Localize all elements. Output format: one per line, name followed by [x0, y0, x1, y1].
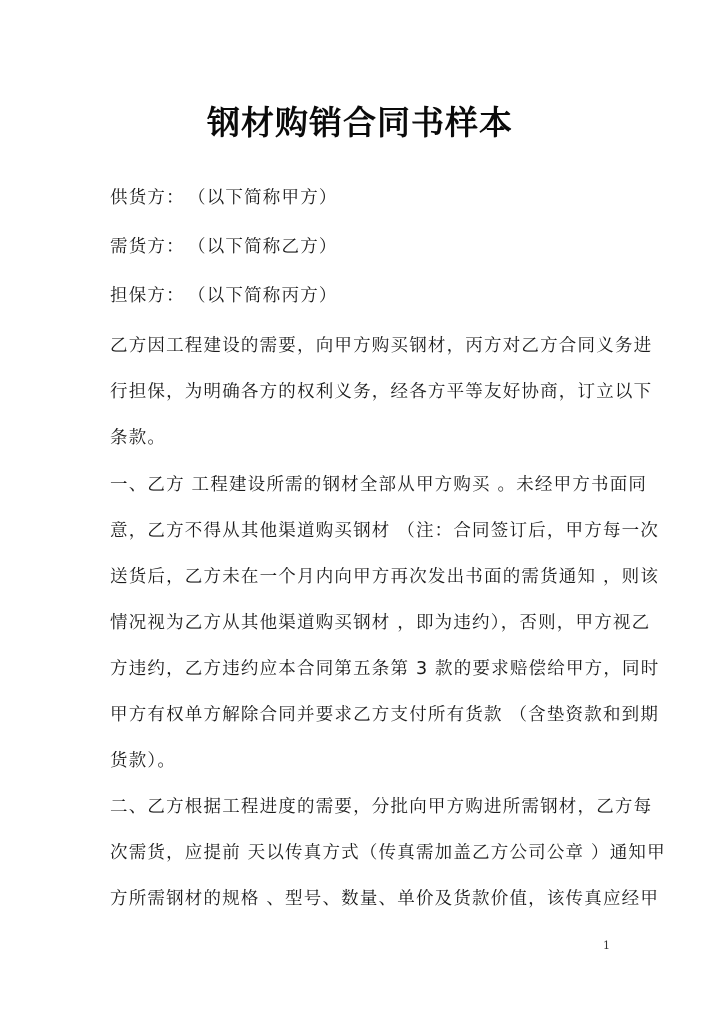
party-supplier: [110, 186, 338, 210]
party-value: （以下简称甲方）: [188, 188, 338, 208]
page-number: 1: [603, 939, 610, 952]
body-line: 方所需钢材的规格 、型号、数量、单价及货款价值，该传真应经甲: [110, 889, 660, 909]
document-title: 钢材购销合同书样本: [207, 103, 513, 142]
body-line: 情况视为乙方从其他渠道购买钢材 ，即为违约），否则，甲方视乙: [110, 613, 651, 633]
body-line: 甲方有权单方解除合同并要求乙方支付所有货款 （含垫资款和到期: [110, 705, 660, 725]
body-line: 方违约，乙方违约应本合同第五条第 3 款的要求赔偿给甲方，同时: [110, 659, 660, 679]
body-line: 次需货，应提前 天以传真方式（传真需加盖乙方公司公章 ）通知甲: [110, 843, 666, 863]
body-line: 一、乙方 工程建设所需的钢材全部从甲方购买 。未经甲方书面同: [110, 475, 648, 495]
body-line: 条款。: [110, 428, 167, 448]
body-line: 货款）。: [110, 751, 177, 771]
body-line: 送货后，乙方未在一个月内向甲方再次发出书面的需货通知 ，则该: [110, 567, 660, 587]
party-guarantor: [110, 284, 338, 308]
body-line: 意，乙方不得从其他渠道购买钢材 （注：合同签订后，甲方每一次: [110, 521, 660, 541]
party-buyer: [110, 235, 338, 259]
party-label: 需货方：: [110, 237, 185, 257]
body-line: 行担保，为明确各方的权利义务，经各方平等友好协商，订立以下: [110, 382, 653, 402]
party-value: （以下简称丙方）: [188, 286, 338, 306]
party-label: 供货方：: [110, 188, 185, 208]
party-value: （以下简称乙方）: [188, 237, 338, 257]
body-line: 二、乙方根据工程进度的需要，分批向甲方购进所需钢材，乙方每: [110, 797, 653, 817]
party-label: 担保方：: [110, 286, 185, 306]
body-line: 乙方因工程建设的需要，向甲方购买钢材，丙方对乙方合同义务进: [110, 336, 653, 356]
